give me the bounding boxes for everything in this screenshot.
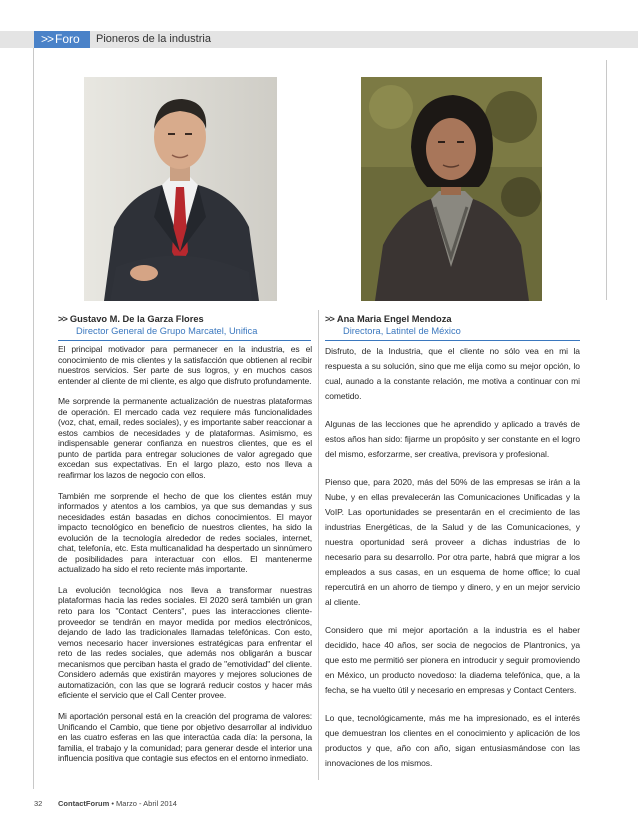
- name-chevrons: >>: [58, 314, 67, 324]
- profile-heading-right: [325, 314, 580, 341]
- heading-rule: [58, 340, 311, 341]
- paragraph: También me sorprende el hecho de que los clientes están muy informados y atentos a los cambios, ya que sus demandas y sus necesidades están basadas en dichos conocimientos. El mayor impacto tecnológico en beneficio de nuestros clientes, ha sido la evolución de la tecnología alrededor de redes sociales, internet, chat, telefonía, etc. Esta multicanalidad ha despertado un sinnúmero de posibilidades para interactuar con ellos. El mantenerme actualizado ha sido el reto reciente más importante.: [58, 490, 312, 575]
- person-role: Directora, Latintel de México: [343, 326, 461, 336]
- section-tab: [34, 31, 90, 48]
- right-margin-rule: [606, 60, 607, 300]
- heading-rule: [325, 340, 580, 341]
- portrait-woman-image: [361, 77, 542, 301]
- footer-issue: • Marzo - Abril 2014: [111, 799, 177, 808]
- person-name: Gustavo M. De la Garza Flores: [69, 314, 204, 324]
- page-number: 32: [34, 799, 43, 808]
- name-chevrons: >>: [325, 314, 334, 324]
- footer-publication: [58, 799, 177, 808]
- profile-heading-left: [58, 314, 311, 341]
- paragraph: Me sorprende la permanente actualización de nuestras plataformas de operación. El mercado cada vez requiere más funcionalidades (voz, chat, email, redes sociales), y es importante saber reaccionar a estos cambios de necesidades y de plataformas. Asimismo, es indispensable generar confianza en nuestros clientes, que es el punto de partida para entregar soluciones de valor agregado que excedan sus expectativas. En el largo plazo, esto nos lleva a reafirmar los lazos de negocio con ellos.: [58, 396, 312, 481]
- footer-brand: ContactForum: [58, 799, 110, 808]
- portrait-man-photo: [84, 77, 277, 301]
- paragraph: Considero que mi mejor aportación a la industria es el haber decidido, hace 40 años, ser socia de negocios de Plantronics, ya que esto me permitió ser pionera en introducir y seguir promoviendo en México, un producto novedoso: la diadema telefónica, que, a la fecha, se ha vuelto útil y necesario en empresas y Contact Centers.: [325, 625, 580, 695]
- paragraph: El principal motivador para permanecer en la industria, es el conocimiento de mis clientes y la satisfacción que obtienen al recibir nuestros servicios. Ser parte de sus logros, y en muchos casos entender al cliente de mi cliente, es algo que disfruto profundamente.: [58, 344, 312, 386]
- right-article-column: [325, 344, 580, 784]
- left-margin-rule: [33, 48, 34, 789]
- paragraph: Lo que, tecnológicamente, más me ha impresionado, es el interés que demuestran los clientes en el conocimiento y aplicación de los productos y que, año con año, sigan entusiasmándose con las innovaciones de los mismos.: [325, 713, 580, 768]
- portrait-man-image: [84, 77, 277, 301]
- person-role: Director General de Grupo Marcatel, Unifica: [76, 326, 258, 336]
- paragraph: Disfruto, de la Industria, que el cliente no sólo vea en mi la respuesta a su solución, sino que me elija como su mejor opción, lo cual, aunado a la constante relación, me motiva a continuar con mi cometido.: [325, 346, 580, 401]
- left-article-column: [58, 344, 312, 774]
- person-name: Ana Maria Engel Mendoza: [336, 314, 452, 324]
- section-label: Foro: [55, 32, 80, 46]
- page-title: Pioneros de la industria: [96, 33, 211, 45]
- column-divider: [318, 310, 319, 780]
- paragraph: Mi aportación personal está en la creación del programa de valores: Unificando el Cambio, que tiene por objetivo desarrollar al individuo en las cuatro esferas en las que interactúa cada día: la persona, la familia, el trabajo y la comunidad; para generar desde el interior una influencia positiva que contagie sus efectos en el entorno inmediato.: [58, 710, 312, 764]
- portrait-woman-photo: [361, 77, 542, 301]
- paragraph: Pienso que, para 2020, más del 50% de las empresas se irán a la Nube, y en ellas prevalecerán las Comunicaciones Unificadas y la VoIP. Las oportunidades se presentarán en el crecimiento de las industrias Energéticas, de la Salud y de las Comunicaciones, y nuestra oportunidad será proveer a dichas industrias de lo necesario para su desarrollo. Por otra parte, habrá que migrar a los empleados a sus casas, en un esquema de home office; lo cual repercutirá en un ahorro de tiempo y dinero, y en un mejor servicio al cliente.: [325, 477, 580, 607]
- paragraph: Algunas de las lecciones que he aprendido y aplicado a través de estos años han sido: fijarme un propósito y ser constante en el logro del mismo, esforzarme, ser creativa, previsora y profesional.: [325, 419, 580, 459]
- paragraph: La evolución tecnológica nos lleva a transformar nuestras plataformas hacia las redes sociales. El 2020 será también un gran reto para los "Contact Centers", pues las interacciones cliente-proveedor se tendrán en mayor medida por medios electrónicos, dejando de lado las tradicionales llamadas telefónicas. Con esto, vemos necesario hacer inversiones estratégicas para enfrentar el reto de las redes sociales, que además nos obligarán a buscar mecanismos que perciban hasta el grado de "emotividad" del cliente. Considero además que existirán mayores y mejores soluciones de automatización, con las que se logrará reducir costos y hacer más eficiente el servicio que el Call Center provee.: [58, 584, 312, 701]
- section-chevrons: >>: [41, 32, 54, 46]
